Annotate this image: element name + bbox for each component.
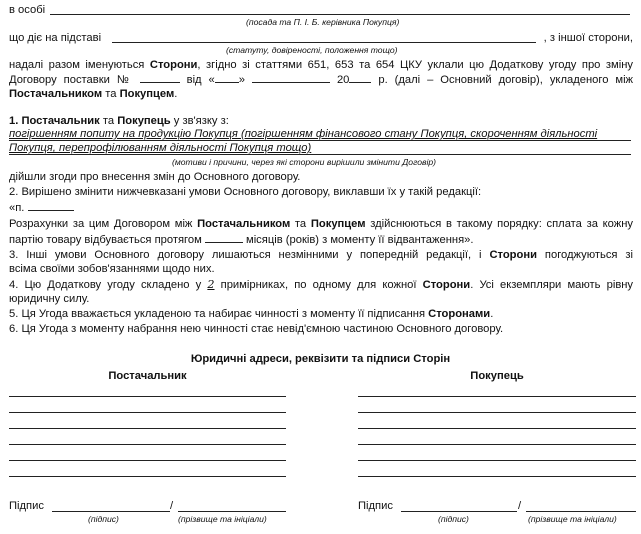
text: » [238, 74, 246, 86]
intro-line-5 [9, 87, 633, 101]
reason-text: погіршенням попиту на продукцію Покупця (погіршенням фінансового стану Покупця, скороченням діяльності [9, 128, 598, 140]
supplier-column-title: Постачальник [108, 370, 187, 382]
clause-4-line-2: юридичну силу. [9, 293, 90, 305]
term-buyer: Покупцем [119, 88, 175, 100]
head-person-field[interactable] [50, 14, 630, 15]
supplier-address-line[interactable] [9, 476, 286, 477]
supplier-name-field[interactable] [178, 511, 286, 512]
supplier-address-line[interactable] [9, 428, 286, 429]
buyer-address-line[interactable] [358, 460, 636, 461]
text: та [102, 115, 115, 127]
intro-line-3 [9, 58, 633, 72]
contract-number-field[interactable] [140, 72, 180, 83]
clause-1-reason-2 [9, 141, 633, 155]
supplier-signature-field[interactable] [52, 511, 170, 512]
term-parties: Сторони [489, 249, 537, 261]
caption-signature: (підпис) [88, 514, 119, 524]
clause-2-para-1 [9, 217, 633, 231]
text: 20 [336, 74, 350, 86]
text: здійснюються в такому порядку: сплата за кожну [370, 218, 633, 230]
text: місяців (років) з моменту її відвантаження». [246, 234, 474, 246]
buyer-address-line[interactable] [358, 396, 636, 397]
text: Розрахунки за цим Договором між [9, 218, 193, 230]
clause-5-line [9, 307, 633, 321]
caption-head: (посада та П. І. Б. керівника Покупця) [246, 17, 400, 27]
text: , згідно зі статтями 651, 653 та 654 ЦКУ уклали цю Додаткову угоду про зміну [197, 59, 633, 71]
buyer-signature-field[interactable] [401, 511, 517, 512]
text: погоджуються зі [544, 249, 634, 261]
clause-3-line-1 [9, 248, 633, 262]
buyer-name-field[interactable] [526, 511, 636, 512]
term-buyer: Покупцем [310, 218, 366, 230]
buyer-sign-slash: / [518, 500, 522, 512]
buyer-address-line[interactable] [358, 412, 636, 413]
text: 4. Цю Додаткову угоду складено у [9, 279, 202, 291]
buyer-sign-label: Підпис [358, 500, 393, 512]
supplier-address-line[interactable] [9, 412, 286, 413]
buyer-address-line[interactable] [358, 444, 636, 445]
buyer-column-title: Покупець [470, 370, 524, 382]
text: . [490, 308, 494, 320]
supplier-address-line[interactable] [9, 460, 286, 461]
label-in-person: в особі [9, 4, 46, 16]
caption-signature: (підпис) [438, 514, 469, 524]
term-buyer: Покупець [117, 115, 171, 127]
text: від « [186, 74, 215, 86]
text: 3. Інші умови Основного договору лишаються незмінними у попередній редакції, і [9, 249, 482, 261]
clause-2-para-2 [9, 232, 633, 247]
supplier-sign-slash: / [170, 500, 174, 512]
contract-day-field[interactable] [215, 72, 239, 83]
clause-1-reason-1 [9, 127, 633, 141]
intro-line-4 [9, 72, 633, 87]
buyer-address-line[interactable] [358, 476, 636, 477]
text: у зв'язку з: [173, 115, 229, 127]
term-supplier: Постачальником [197, 218, 291, 230]
text: . [174, 88, 178, 100]
clause-4-line-1 [9, 278, 633, 292]
text: та [105, 88, 117, 100]
text: партію товару відбувається протягом [9, 234, 202, 246]
caption-basis: (статуту, довіреності, положення тощо) [226, 45, 398, 55]
label-other-party: , з іншої сторони, [543, 32, 633, 44]
supplier-sign-label: Підпис [9, 500, 44, 512]
clause-1-end: дійшли згоди про внесення змін до Основного договору. [9, 171, 301, 183]
term-parties: Сторонами [428, 308, 491, 320]
clause-number-field[interactable] [28, 200, 74, 211]
text: та [294, 218, 307, 230]
text: примірниках, по одному для кожної [220, 279, 417, 291]
supplier-address-line[interactable] [9, 444, 286, 445]
reason-text: Покупця, перепрофілюванням діяльності Покупця тощо) [9, 142, 312, 154]
caption-name: (прізвище та ініціали) [528, 514, 617, 524]
caption-reason: (мотиви і причини, через які сторони вирішили змінити Договір) [172, 157, 437, 167]
reason-field-2[interactable] [9, 154, 631, 155]
period-field[interactable] [205, 232, 243, 243]
label-acting-on: що діє на підставі [9, 32, 102, 44]
clause-2-quote [9, 200, 633, 215]
supplier-address-line[interactable] [9, 396, 286, 397]
contract-year-field[interactable] [349, 72, 371, 83]
clause-1-line [9, 114, 633, 128]
clause-number: 1. [9, 115, 19, 127]
text: Договору поставки № [9, 74, 133, 86]
term-parties: Сторони [149, 59, 198, 71]
clause-6-line: 6. Ця Угода з моменту набрання нею чинності стає невід'ємною частиною Основного договору. [9, 323, 504, 335]
caption-name: (прізвище та ініціали) [178, 514, 267, 524]
text: надалі разом іменуються [9, 59, 145, 71]
text: р. (далі – Основний договір), укладеного між [378, 74, 634, 86]
term-supplier: Постачальник [21, 115, 100, 127]
buyer-address-line[interactable] [358, 428, 636, 429]
clause-3-line-2: всіма своїми зобов'язаннями щодо них. [9, 263, 215, 275]
term-party: Сторони [422, 279, 471, 291]
basis-field[interactable] [112, 42, 536, 43]
term-supplier: Постачальником [9, 88, 103, 100]
contract-month-field[interactable] [252, 72, 330, 83]
text: . Усі екземпляри мають рівну [470, 279, 634, 291]
text: 5. Ця Угода вважається укладеною та набирає чинності з моменту її підписання [9, 308, 426, 320]
clause-2-line: 2. Вирішено змінити нижчевказані умови Основного договору, виклавши їх у такій редакції: [9, 186, 482, 198]
copies-field[interactable]: 2 [207, 278, 215, 291]
text: «п. [9, 202, 25, 214]
requisites-title: Юридичні адреси, реквізити та підписи Сторін [190, 353, 451, 365]
